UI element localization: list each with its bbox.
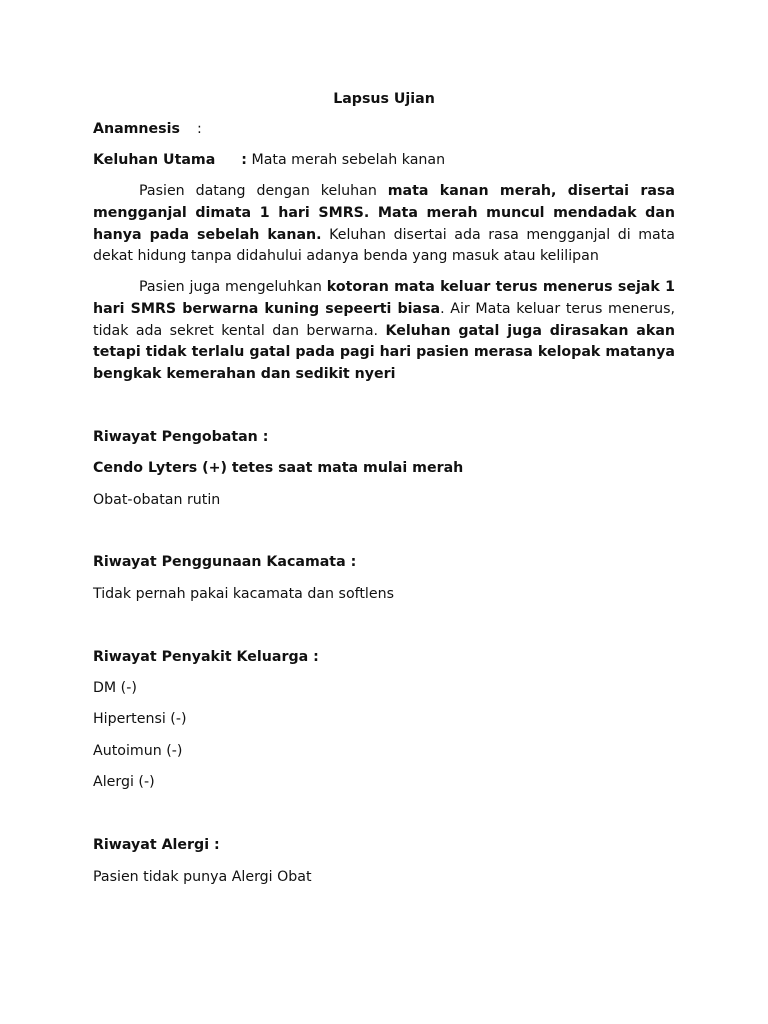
p2-bold-1: kotoran mata keluar terus menerus sejak 1 hari SMRS berwarna kuning sepeerti biasa [93,279,675,317]
keluarga-item-alergi: Alergi (-) [93,774,155,790]
anamnesis-line [93,119,202,139]
p2-bold-2: Keluhan gatal juga dirasakan akan tetapi tidak terlalu gatal pada pagi hari pasien merasa kelopak matanya bengkak kemerahan dan sedikit nyeri [93,322,675,383]
document-title: Lapsus Ujian [333,91,435,107]
riwayat-kacamata-item-1: Tidak pernah pakai kacamata dan softlens [93,586,394,602]
riwayat-alergi-item-1: Pasien tidak punya Alergi Obat [93,869,312,885]
keluhan-utama-line [93,150,445,170]
p1-text-1: Pasien datang dengan keluhan [139,183,388,199]
p2-text-2: . Air Mata keluar terus menerus, tidak ada sekret kental dan berwarna. [93,300,676,339]
riwayat-kacamata-heading: Riwayat Penggunaan Kacamata : [93,554,357,570]
riwayat-pengobatan-item-1: Cendo Lyters (+) tetes saat mata mulai merah [93,460,464,476]
complaint-paragraph-1 [93,181,675,268]
keluarga-item-hipertensi: Hipertensi (-) [93,711,187,727]
keluhan-utama-label: Keluhan Utama [93,152,216,168]
riwayat-pengobatan-item-2: Obat-obatan rutin [93,492,221,508]
p1-bold-1: mata kanan merah, disertai rasa mengganjal dimata 1 hari SMRS. Mata merah muncul mendadak dan hanya pada sebelah kanan. [93,183,675,243]
anamnesis-colon: : [196,121,202,137]
keluhan-utama-colon: : [241,152,247,168]
riwayat-alergi-heading: Riwayat Alergi : [93,837,220,853]
complaint-paragraph-2 [93,277,675,386]
riwayat-pengobatan-heading: Riwayat Pengobatan : [93,429,269,445]
p2-text-1: Pasien juga mengeluhkan [139,279,327,295]
keluhan-utama-value: Mata merah sebelah kanan [251,152,446,168]
p1-text-2: Keluhan disertai ada rasa mengganjal di mata dekat hidung tanpa didahului adanya benda yang masuk atau kelilipan [93,226,675,265]
anamnesis-label: Anamnesis [93,121,180,137]
riwayat-keluarga-heading: Riwayat Penyakit Keluarga : [93,649,319,665]
keluarga-item-dm: DM (-) [93,680,137,696]
keluarga-item-autoimun: Autoimun (-) [93,743,183,759]
